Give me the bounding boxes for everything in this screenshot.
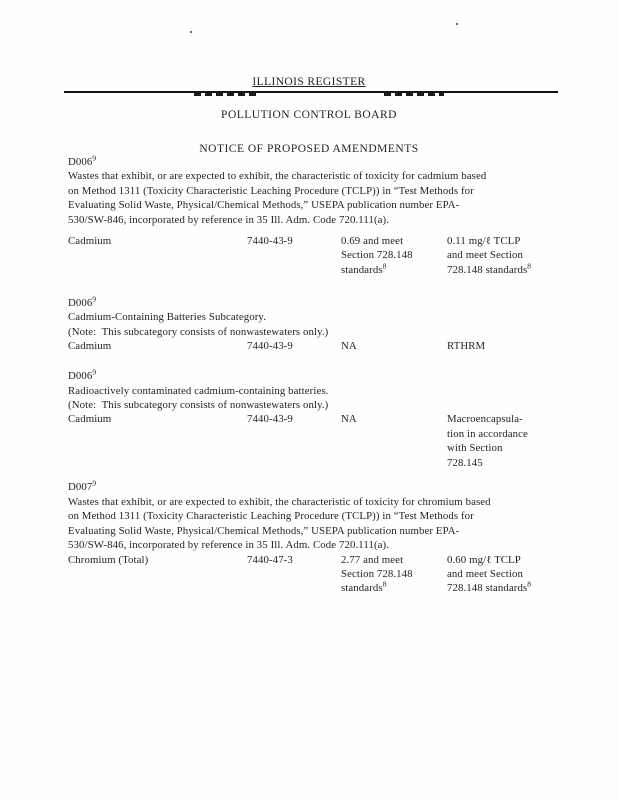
wastewater-standard-cell <box>341 339 357 353</box>
cas-number-cell: 7440-43-9 <box>247 235 293 248</box>
footnote-marker: 8 <box>382 579 387 589</box>
standard-line: Section 728.148 <box>341 249 413 262</box>
note-line: (Note: This subcategory consists of nonwastewaters only.) <box>68 325 329 338</box>
wastewater-standard-cell <box>341 234 413 277</box>
standard-text: 728.148 standards <box>447 582 528 595</box>
standard-line: tion in accordance <box>447 427 528 440</box>
waste-code <box>68 480 564 494</box>
scan-speck <box>456 23 458 25</box>
standard-line: NA <box>341 413 357 426</box>
scan-speck <box>190 31 192 33</box>
standard-line: 0.69 and meet <box>341 235 404 248</box>
waste-code <box>68 369 564 383</box>
register-title: ILLINOIS REGISTER <box>252 76 366 88</box>
cas-number-cell: 7440-43-9 <box>247 340 293 353</box>
table-row <box>68 339 564 354</box>
table-row <box>68 553 564 597</box>
waste-code-text: D006 <box>68 370 93 383</box>
paragraph-line: on Method 1311 (Toxicity Characteristic Leaching Procedure (TCLP)) in “Test Methods for <box>68 510 474 523</box>
subcategory-line: Cadmium-Containing Batteries Subcategory. <box>68 311 267 324</box>
wastewater-standard-cell <box>341 412 357 426</box>
nonwastewater-standard-cell <box>447 339 564 353</box>
waste-code-footnote: 9 <box>92 367 97 377</box>
cas-number-cell: 7440-43-9 <box>247 413 293 426</box>
table-row <box>68 234 564 278</box>
waste-code-footnote: 9 <box>92 478 97 488</box>
waste-code-text: D006 <box>68 156 93 168</box>
constituent-cell: Cadmium <box>68 413 112 426</box>
constituent-cell: Cadmium <box>68 235 112 248</box>
standard-line: 2.77 and meet <box>341 553 404 566</box>
waste-code-footnote: 9 <box>92 294 97 304</box>
standard-line <box>447 263 564 277</box>
standard-line: and meet Section <box>447 249 523 262</box>
standard-line: and meet Section <box>447 567 523 580</box>
footnote-marker: 8 <box>382 261 387 271</box>
section-d007-toxicity <box>68 480 564 596</box>
section-d006-toxicity <box>68 155 564 278</box>
cas-number-cell: 7440-47-3 <box>247 553 293 566</box>
standard-line: Macroencapsula- <box>447 413 523 426</box>
scan-smudge <box>384 93 444 96</box>
waste-code <box>68 296 564 310</box>
section-d006-batteries <box>68 296 564 354</box>
section-d006-radioactive <box>68 369 564 471</box>
standard-line: 0.60 mg/ℓ TCLP <box>447 553 521 566</box>
standard-line: Section 728.148 <box>341 567 413 580</box>
paragraph-line: Evaluating Solid Waste, Physical/Chemical Methods,” USEPA publication number EPA- <box>68 199 460 212</box>
nonwastewater-standard-cell <box>447 553 564 596</box>
standard-line <box>447 581 564 595</box>
standard-text: 728.148 standards <box>447 263 528 276</box>
standard-line: 0.11 mg/ℓ TCLP <box>447 235 521 248</box>
subcategory-line: Radioactively contaminated cadmium-containing batteries. <box>68 384 329 397</box>
section-paragraph <box>68 495 564 553</box>
standard-line <box>341 263 413 277</box>
paragraph-line: Evaluating Solid Waste, Physical/Chemical Methods,” USEPA publication number EPA- <box>68 524 460 537</box>
standard-line: RTHRM <box>447 340 486 353</box>
waste-code-text: D006 <box>68 297 93 310</box>
board-title: POLLUTION CONTROL BOARD <box>221 109 397 121</box>
footnote-marker: 8 <box>527 261 532 271</box>
paragraph-line: Wastes that exhibit, or are expected to exhibit, the characteristic of toxicity for cadmium based <box>68 170 487 183</box>
standard-text: standards <box>341 263 383 276</box>
notice-title: NOTICE OF PROPOSED AMENDMENTS <box>199 143 419 155</box>
table-row <box>68 412 564 471</box>
standard-line <box>341 581 413 595</box>
standard-line: NA <box>341 340 357 353</box>
waste-code-footnote: 9 <box>92 153 97 163</box>
nonwastewater-standard-cell <box>447 412 564 470</box>
paragraph-line: Wastes that exhibit, or are expected to exhibit, the characteristic of toxicity for chromium based <box>68 495 491 508</box>
paragraph-line: 530/SW-846, incorporated by reference in 35 Ill. Adm. Code 720.111(a). <box>68 539 390 552</box>
waste-code-text: D007 <box>68 481 93 494</box>
standard-line: with Section <box>447 442 503 455</box>
standard-line: 728.145 <box>447 456 483 469</box>
constituent-cell: Chromium (Total) <box>68 553 149 566</box>
constituent-cell: Cadmium <box>68 340 112 353</box>
paragraph-line: 530/SW-846, incorporated by reference in 35 Ill. Adm. Code 720.111(a). <box>68 213 390 226</box>
scan-smudge <box>194 93 258 96</box>
waste-code <box>68 155 564 169</box>
document-body <box>68 155 564 597</box>
footnote-marker: 8 <box>527 579 532 589</box>
paragraph-line: on Method 1311 (Toxicity Characteristic Leaching Procedure (TCLP)) in “Test Methods for <box>68 184 474 197</box>
header-rule <box>64 91 558 93</box>
nonwastewater-standard-cell <box>447 234 564 277</box>
note-line: (Note: This subcategory consists of nonwastewaters only.) <box>68 399 329 412</box>
section-paragraph <box>68 169 564 227</box>
standard-text: standards <box>341 582 383 595</box>
wastewater-standard-cell <box>341 553 413 596</box>
